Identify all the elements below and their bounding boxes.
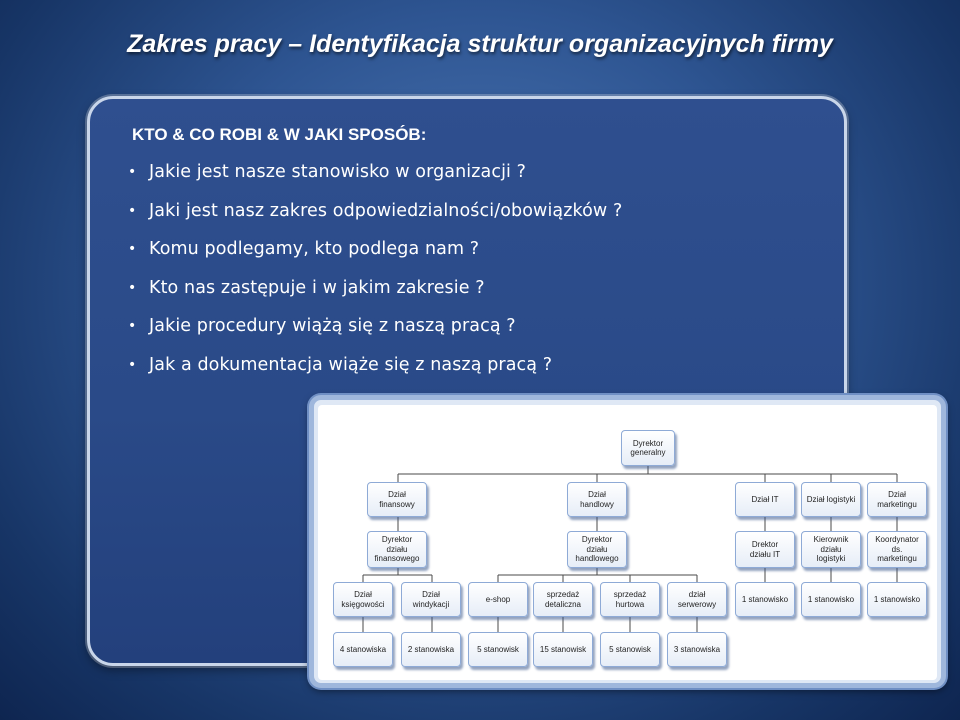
bullet-icon: • <box>128 356 137 373</box>
org-node-staff-marketing: 1 stanowisko <box>867 582 927 617</box>
org-node-unit-eshop: e-shop <box>468 582 528 617</box>
question-item <box>128 160 622 199</box>
bullet-icon: • <box>128 318 137 334</box>
org-node-department-marketing: Dział marketingu <box>867 482 927 517</box>
org-node-manager-sales: Dyrektor działu handlowego <box>567 531 627 568</box>
org-node-staff-eshop: 5 stanowisk <box>468 632 528 667</box>
bullet-icon: • <box>128 164 137 180</box>
org-node-department-it: Dział IT <box>735 482 795 517</box>
question-text: Jakie procedury wiążą się z naszą pracą ? <box>149 316 516 336</box>
org-node-manager-it: Drektor działu IT <box>735 531 795 568</box>
org-node-staff-logistics: 1 stanowisko <box>801 582 861 617</box>
org-node-staff-service: 3 stanowiska <box>667 632 727 667</box>
question-text: Komu podlegamy, kto podlega nam ? <box>149 239 480 259</box>
org-node-staff-collection: 2 stanowiska <box>401 632 461 667</box>
org-node-department-finance: Dział finansowy <box>367 482 427 517</box>
org-node-staff-accounting: 4 stanowiska <box>333 632 393 667</box>
org-node-staff-it: 1 stanowisko <box>735 582 795 617</box>
org-node-root: Dyrektor generalny <box>621 430 675 466</box>
org-node-manager-logistics: Kierownik działu logistyki <box>801 531 861 568</box>
org-node-staff-retail: 15 stanowisk <box>533 632 593 667</box>
question-item <box>128 314 622 353</box>
org-node-manager-finance: Dyrektor działu finansowego <box>367 531 427 568</box>
question-item <box>128 237 622 276</box>
question-text: Jakie jest nasze stanowisko w organizacji ? <box>149 162 527 182</box>
bullet-icon: • <box>128 202 137 219</box>
bullet-icon: • <box>128 279 137 296</box>
org-node-department-logistics: Dział logistyki <box>801 482 861 517</box>
question-list <box>128 160 622 391</box>
question-text: Jak a dokumentacja wiąże się z naszą pracą ? <box>149 354 553 375</box>
org-node-unit-service: dział serwerowy <box>667 582 727 617</box>
slide-title: Zakres pracy – Identyfikacja struktur organizacyjnych firmy <box>127 30 833 58</box>
question-text: Jaki jest nasz zakres odpowiedzialności/obowiązków ? <box>149 200 623 221</box>
org-node-unit-collection: Dział windykacji <box>401 582 461 617</box>
question-item <box>128 199 622 238</box>
question-item <box>128 353 622 392</box>
org-node-unit-accounting: Dział księgowości <box>333 582 393 617</box>
org-node-unit-wholesale: sprzedaż hurtowa <box>600 582 660 617</box>
question-text: Kto nas zastępuje i w jakim zakresie ? <box>149 277 485 298</box>
org-node-unit-retail: sprzedaż detaliczna <box>533 582 593 617</box>
org-node-manager-marketing: Koordynator ds. marketingu <box>867 531 927 568</box>
org-node-staff-wholesale: 5 stanowisk <box>600 632 660 667</box>
panel-heading: KTO & CO ROBI & W JAKI SPOSÓB: <box>132 125 427 144</box>
bullet-icon: • <box>128 241 137 257</box>
org-node-department-sales: Dział handlowy <box>567 482 627 517</box>
question-item <box>128 276 622 315</box>
